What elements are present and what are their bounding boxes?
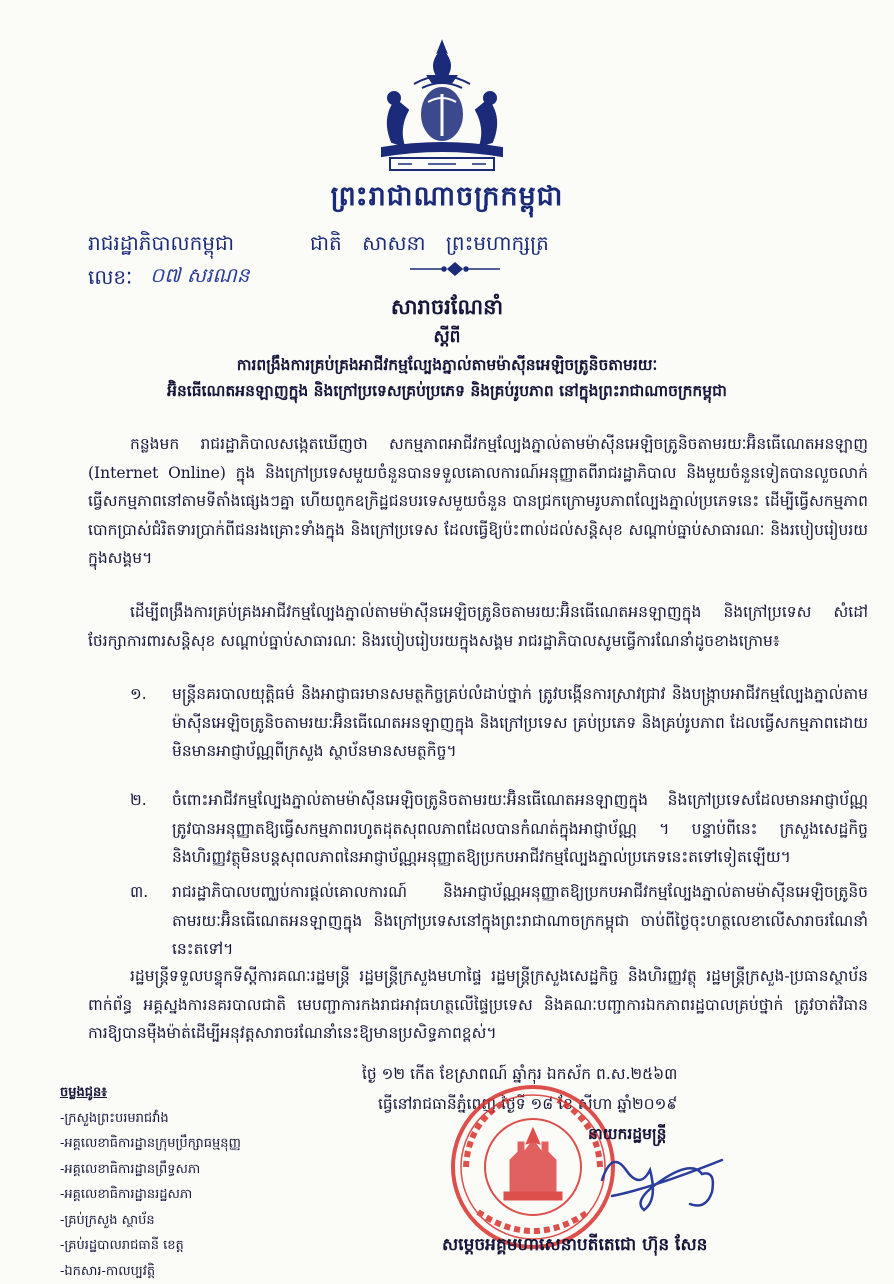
reference-number: ០៧ សរណន [150,262,249,292]
about-label: ស្តីពី [0,326,894,351]
item-text: មន្ត្រីនគរបាលយុត្តិធម៌ និងអាជ្ញាធរមានសមត្ថកិច្ចគ្រប់លំដាប់ថ្នាក់ ត្រូវបង្កើនការស្រាវជ្រាវ និងបង្រ្កាបអាជីវកម្មល្បែងភ្នាល់តាមម៉ាស៊ីនអេឡិចត្រូនិចតាមរយៈអ៊ិនធើណេតអនឡាញក្នុង និងក្រៅប្រទេស គ្រប់ប្រភេទ និងគ្រប់រូបភាព ដែលធ្វើសកម្មភាពដោយមិនមានអាជ្ញាប័ណ្ណពីក្រសួង ស្ថាប័នមានសមត្ថកិច្ច។ [172,680,868,766]
directive-item-1 [130,680,868,766]
item-text: រាជរដ្ឋាភិបាលបញ្ឈប់ការផ្តល់គោលការណ៍ និងអាជ្ញាប័ណ្ណអនុញ្ញាតឱ្យប្រកបអាជីវកម្មល្បែងភ្នាល់តាមម៉ាស៊ីនអេឡិចត្រូនិចតាមរយៈអ៊ិនធើណេតអនឡាញក្នុង និងក្រៅប្រទេសនៅក្នុងព្រះរាជាណាចក្រកម្ពុជា ចាប់ពីថ្ងៃចុះហត្ថលេខាលើសារាចរណែនាំនេះតទៅ។ [172,878,868,964]
cc-item: -អគ្គលេខាធិការដ្ឋានរដ្ឋសភា [60,1182,241,1208]
directive-item-2 [130,786,868,872]
cc-item: -ឯកសារ-កាលប្បវត្តិ [60,1259,241,1284]
directive-item-3 [130,878,868,964]
document-subject [0,352,894,404]
solar-date: ធ្វើនៅរាជធានីភ្នំពេញ ថ្ងៃទី ១៨ ខែ សីហា ឆ្នាំ២០១៩ [378,1094,677,1117]
cc-item: -អគ្គលេខាធិការដ្ឋានក្រុមប្រឹក្សាធម្មនុញ្ញ [60,1131,241,1157]
kingdom-name: ព្រះរាជាណាចក្រកម្ពុជា [0,180,894,219]
cc-recipients [60,1106,241,1284]
subject-line-1: ការពង្រឹងការគ្រប់គ្រងអាជីវកម្មល្បែងភ្នាល់តាមម៉ាស៊ីនអេឡិចត្រូនិចតាមរយៈ [0,352,894,378]
item-number: ១. [130,680,164,709]
cc-item: -ក្រសួងព្រះបរមរាជវាំង [60,1106,241,1132]
item-number: ៣. [130,878,164,907]
cc-item: -គ្រប់ក្រសួង ស្ថាប័ន [60,1208,241,1234]
paragraph-1: កន្លងមក រាជរដ្ឋាភិបាលសង្កេតឃើញថា សកម្មភាពអាជីវកម្មល្បែងភ្នាល់តាមម៉ាស៊ីនអេឡិចត្រូនិចតាមរយៈអ៊ិនធើណេតអនឡាញ (Internet Online) ក្នុង និងក្រៅប្រទេសមួយចំនួនបានទទួលគោលការណ៍អនុញ្ញាតពីរាជរដ្ឋាភិបាល និងមួយចំនួនទៀតបានលួចលាក់ធ្វើសកម្មភាពនៅតាមទីតាំងផ្សេងៗគ្នា ហើយពួកឧក្រិដ្ឋជនបរទេសមួយចំនួន បានជ្រកក្រោមរូបភាពល្បែងភ្នាល់ប្រភេទនេះ ដើម្បីធ្វើសកម្មភាពបោកប្រាស់ជំរិតទារប្រាក់ពីជនរងគ្រោះទាំងក្នុង និងក្រៅប្រទេស ដែលធ្វើឱ្យប៉ះពាល់ដល់សន្តិសុខ សណ្តាប់ធ្នាប់សាធារណៈ និងរបៀបរៀបរយក្នុងសង្គម។ [88,430,868,573]
item-text: ចំពោះអាជីវកម្មល្បែងភ្នាល់តាមម៉ាស៊ីនអេឡិចត្រូនិចតាមរយៈអ៊ិនធើណេតអនឡាញក្នុង និងក្រៅប្រទេសដែលមានអាជ្ញាប័ណ្ណ ត្រូវបានអនុញ្ញាតឱ្យធ្វើសកម្មភាពរហូតដុតសុពលភាពដែលបានកំណត់ក្នុងអាជ្ញាប័ណ្ណ ។ បន្ទាប់ពីនេះ ក្រសួងសេដ្ឋកិច្ច និងហិរញ្ញវត្ថុមិនបន្តសុពលភាពនៃអាជ្ញាប័ណ្ណអនុញ្ញាតឱ្យប្រកបអាជីវកម្មល្បែងភ្នាល់ប្រភេទនេះតទៅទៀតឡើយ។ [172,786,868,872]
carbon-copy-list [60,1080,241,1284]
divider-ornament [410,262,500,276]
paragraph-3: រដ្ឋមន្ត្រីទទួលបន្ទុកទីស្តីការគណៈរដ្ឋមន្ត្រី រដ្ឋមន្ត្រីក្រសួងមហាផ្ទៃ រដ្ឋមន្ត្រីក្រសួងសេដ្ឋកិច្ច និងហិរញ្ញវត្ថុ រដ្ឋមន្ត្រីក្រសួង-ប្រធានស្ថាប័នពាក់ព័ន្ធ អគ្គស្នងការនគរបាលជាតិ មេបញ្ជាការកងរាជអាវុធហត្ថលើផ្ទៃប្រទេស និងគណៈបញ្ជាការឯកភាពរដ្ឋបាលគ្រប់ថ្នាក់ ត្រូវចាត់វិធានការឱ្យបានម៉ឺងម៉ាត់ដើម្បីអនុវត្តសារាចរណែនាំនេះឱ្យមានប្រសិទ្ធភាពខ្ពស់។ [88,962,868,1048]
reference-label: លេខៈ [88,264,132,294]
item-number: ២. [130,786,164,815]
royal-crest-emblem [368,38,516,174]
document-type: សារាចរណែនាំ [0,294,894,325]
subject-line-2: អ៊ិនធើណេតអនឡាញក្នុង និងក្រៅប្រទេសគ្រប់ប្រភេទ និងគ្រប់រូបភាព នៅក្នុងព្រះរាជាណាចក្រកម្ពុជា [0,378,894,404]
paragraph-2: ដើម្បីពង្រឹងការគ្រប់គ្រងអាជីវកម្មល្បែងភ្នាល់តាមម៉ាស៊ីនអេឡិចត្រូនិចតាមរយៈអ៊ិនធើណេតអនឡាញក្នុង និងក្រៅប្រទេស សំដៅថែរក្សាការពារសន្តិសុខ សណ្តាប់ធ្នាប់សាធារណៈ និងរបៀបរៀបរយក្នុងសង្គម រាជរដ្ឋាភិបាលសូមធ្វើការណែនាំដូចខាងក្រោម៖ [88,598,868,655]
prime-minister-name: សម្តេចអគ្គមហាសេនាបតីតេជោ ហ៊ុន សែន [442,1234,707,1259]
handwritten-signature [592,1140,732,1220]
cc-item: -គ្រប់រដ្ឋបាលរាជធានី ខេត្ត [60,1233,241,1259]
lunar-date: ថ្ងៃ ១២ កើត ខែស្រាពណ៍ ឆ្នាំកុរ ឯកស័ក ព.ស.២៥៦៣ [362,1064,677,1087]
prime-minister-title: នាយករដ្ឋមន្ត្រី [588,1124,666,1147]
cc-title: ចម្លងជូន៖ [60,1080,241,1106]
government-name: រាជរដ្ឋាភិបាលកម្ពុជា [88,230,234,260]
cc-item: -អគ្គលេខាធិការដ្ឋានព្រឹទ្ធសភា [60,1157,241,1183]
national-motto: ជាតិ សាសនា ព្រះមហាក្សត្រ [310,230,549,260]
